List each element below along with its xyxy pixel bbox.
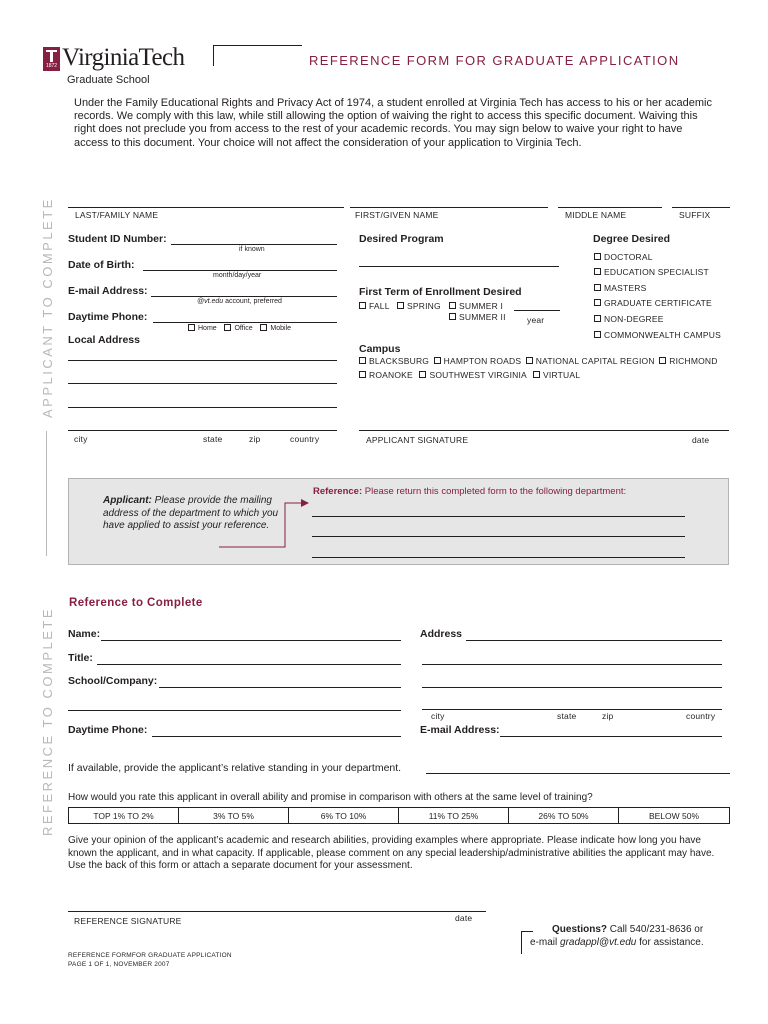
rating-3-5[interactable]: 3% TO 5% xyxy=(179,808,289,823)
page-title: REFERENCE FORM FOR GRADUATE APPLICATION xyxy=(309,53,680,68)
reference-signature-label: REFERENCE SIGNATURE xyxy=(74,916,182,926)
degree-masters-checkbox[interactable]: MASTERS xyxy=(594,283,647,293)
term-year-label: year xyxy=(527,315,545,325)
ref-title-field[interactable] xyxy=(97,664,401,665)
first-name-label: FIRST/GIVEN NAME xyxy=(355,210,439,220)
applicant-side-label: APPLICANT TO COMPLETE xyxy=(40,197,55,418)
campus-ncr-checkbox[interactable]: NATIONAL CAPITAL REGION xyxy=(526,356,655,366)
reference-date-label: date xyxy=(455,913,473,923)
rating-11-25[interactable]: 11% TO 25% xyxy=(399,808,509,823)
footer-line-1: REFERENCE FORMFOR GRADUATE APPLICATION xyxy=(68,952,232,959)
ref-zip-label: zip xyxy=(602,711,614,721)
phone-office-checkbox[interactable]: Office xyxy=(224,325,252,332)
last-name-label: LAST/FAMILY NAME xyxy=(75,210,159,220)
applicant-date-label: date xyxy=(692,435,710,445)
ref-title-label: Title: xyxy=(68,652,93,664)
rating-below-50[interactable]: BELOW 50% xyxy=(648,810,700,821)
term-spring-checkbox[interactable]: SPRING xyxy=(397,301,441,311)
rating-table xyxy=(68,807,730,824)
questions-line-2: e-mail gradappl@vt.edu for assistance. xyxy=(530,937,704,948)
department-line-2[interactable] xyxy=(312,536,685,537)
shield-icon xyxy=(43,47,60,71)
campus-label: Campus xyxy=(359,343,401,355)
department-line-3[interactable] xyxy=(312,557,685,558)
ref-extra-field[interactable] xyxy=(68,710,401,711)
campus-hampton-checkbox[interactable]: HAMPTON ROADS xyxy=(434,356,522,366)
opinion-paragraph: Give your opinion of the applicant’s academic and research abilities, providing examples where appropriate. Please indicate how long you have known the applicant, and in what capacity. If applicable, please comment on any special leadership/administrative abilities the applicant may have. Use the back of this form or attach a separate document for your assessment. xyxy=(68,835,715,871)
ref-state-label: state xyxy=(557,711,577,721)
state-label: state xyxy=(203,434,223,444)
dob-label: Date of Birth: xyxy=(68,259,135,271)
rating-26-50[interactable]: 26% TO 50% xyxy=(509,808,619,823)
reference-side-label: REFERENCE TO COMPLETE xyxy=(40,607,55,836)
student-id-field[interactable] xyxy=(171,244,337,245)
ref-email-label: E-mail Address: xyxy=(420,724,500,736)
ref-address-label: Address xyxy=(420,628,463,640)
address-line-4[interactable] xyxy=(68,430,337,431)
footer-line-2: PAGE 1 OF 1, NOVEMBER 2007 xyxy=(68,961,170,968)
campus-virtual-checkbox[interactable]: VIRTUAL xyxy=(533,370,580,380)
first-term-label: First Term of Enrollment Desired xyxy=(359,286,522,298)
ref-address-line-1[interactable] xyxy=(466,640,722,641)
intro-paragraph: Under the Family Educational Rights and Privacy Act of 1974, a student enrolled at Virginia Tech has access to his or her academic records. We comply with this law, while still allowing the option of waiving the right to access this specific document. Waiving this right does not preclude you from access to the rest of your academic records. You may sign below to waive your right to have access to this document. Your choice will not affect the consideration of your application to Virginia Tech. xyxy=(74,97,712,149)
logo-wordmark: VirginiaTech xyxy=(62,44,185,71)
phone-mobile-checkbox[interactable]: Mobile xyxy=(260,325,291,332)
phone-label: Daytime Phone: xyxy=(68,311,148,323)
term-summer1-checkbox[interactable]: SUMMER I xyxy=(449,301,503,311)
side-rule xyxy=(46,431,47,556)
term-year-field[interactable] xyxy=(514,310,560,311)
ref-country-label: country xyxy=(686,711,716,721)
name-line-middle[interactable] xyxy=(558,207,662,208)
desired-program-field[interactable] xyxy=(359,266,559,267)
phone-home-checkbox[interactable]: Home xyxy=(188,325,217,332)
city-label: city xyxy=(74,434,88,444)
department-address-box xyxy=(68,478,729,565)
dob-hint: month/day/year xyxy=(213,272,262,279)
ref-name-field[interactable] xyxy=(101,640,401,641)
questions-line-1: Questions? Call 540/231-8636 or xyxy=(552,924,704,935)
dob-field[interactable] xyxy=(143,270,337,271)
applicant-instructions: Applicant: Please provide the mailing address of the department to which you have applied to assist your reference. xyxy=(103,495,279,531)
logo-year: 1872 xyxy=(45,63,58,69)
campus-roanoke-checkbox[interactable]: ROANOKE xyxy=(359,370,413,380)
suffix-label: SUFFIX xyxy=(679,210,711,220)
ref-phone-label: Daytime Phone: xyxy=(68,724,148,736)
rating-6-10[interactable]: 6% TO 10% xyxy=(289,808,399,823)
address-line-1[interactable] xyxy=(68,360,337,361)
desired-program-label: Desired Program xyxy=(359,233,444,245)
zip-label: zip xyxy=(249,434,261,444)
student-id-hint: if known xyxy=(239,246,265,253)
middle-name-label: MIDDLE NAME xyxy=(565,210,627,220)
campus-row-1 xyxy=(359,356,718,366)
degree-commonwealth-checkbox[interactable]: COMMONWEALTH CAMPUS xyxy=(594,330,721,340)
rate-question: How would you rate this applicant in overall ability and promise in comparison with others at the same level of training? xyxy=(68,792,593,803)
ref-email-field[interactable] xyxy=(500,736,722,737)
phone-field[interactable] xyxy=(153,322,337,323)
rating-top-1-2[interactable]: TOP 1% TO 2% xyxy=(69,808,179,823)
student-id-label: Student ID Number: xyxy=(68,233,167,245)
name-line-suffix[interactable] xyxy=(672,207,730,208)
local-address-label: Local Address xyxy=(68,334,140,346)
address-line-3[interactable] xyxy=(68,407,337,408)
ref-address-line-3[interactable] xyxy=(422,687,722,688)
applicant-signature-field[interactable] xyxy=(359,430,729,431)
name-line-last[interactable] xyxy=(68,207,344,208)
virginia-tech-logo xyxy=(41,44,211,94)
standing-field[interactable] xyxy=(426,773,730,774)
reference-signature-field[interactable] xyxy=(68,911,486,912)
phone-type-options xyxy=(188,325,291,332)
email-field[interactable] xyxy=(151,296,337,297)
ref-name-label: Name: xyxy=(68,628,101,640)
degree-desired-label: Degree Desired xyxy=(593,233,671,245)
reference-instructions: Reference: Please return this completed form to the following department: xyxy=(313,486,627,497)
department-line-1[interactable] xyxy=(312,516,685,517)
degree-nondegree-checkbox[interactable]: NON-DEGREE xyxy=(594,314,664,324)
campus-blacksburg-checkbox[interactable]: BLACKSBURG xyxy=(359,356,429,366)
campus-southwest-checkbox[interactable]: SOUTHWEST VIRGINIA xyxy=(419,370,526,380)
logo-subtitle: Graduate School xyxy=(67,74,150,86)
help-email-link[interactable]: gradappl@vt.edu xyxy=(560,937,637,948)
campus-richmond-checkbox[interactable]: RICHMOND xyxy=(659,356,717,366)
ref-address-line-4[interactable] xyxy=(422,709,722,710)
degree-doctoral-checkbox[interactable]: DOCTORAL xyxy=(594,252,653,262)
ref-school-label: School/Company: xyxy=(68,675,158,687)
header-bracket xyxy=(213,45,302,66)
country-label: country xyxy=(290,434,320,444)
standing-label: If available, provide the applicant’s relative standing in your department. xyxy=(68,762,402,774)
degree-edspec-checkbox[interactable]: EDUCATION SPECIALIST xyxy=(594,267,709,277)
ref-address-line-2[interactable] xyxy=(422,664,722,665)
degree-certificate-checkbox[interactable]: GRADUATE CERTIFICATE xyxy=(594,298,712,308)
ref-city-label: city xyxy=(431,711,445,721)
ref-phone-field[interactable] xyxy=(152,736,401,737)
ref-school-field[interactable] xyxy=(159,687,401,688)
term-summer2-checkbox[interactable]: SUMMER II xyxy=(449,312,506,322)
email-hint: @vt.edu account, preferred xyxy=(197,298,282,305)
term-fall-checkbox[interactable]: FALL xyxy=(359,301,390,311)
email-label: E-mail Address: xyxy=(68,285,148,297)
address-line-2[interactable] xyxy=(68,383,337,384)
applicant-signature-label: APPLICANT SIGNATURE xyxy=(366,435,469,445)
reference-heading: Reference to Complete xyxy=(69,597,203,609)
name-line-first[interactable] xyxy=(350,207,548,208)
campus-row-2 xyxy=(359,370,580,380)
